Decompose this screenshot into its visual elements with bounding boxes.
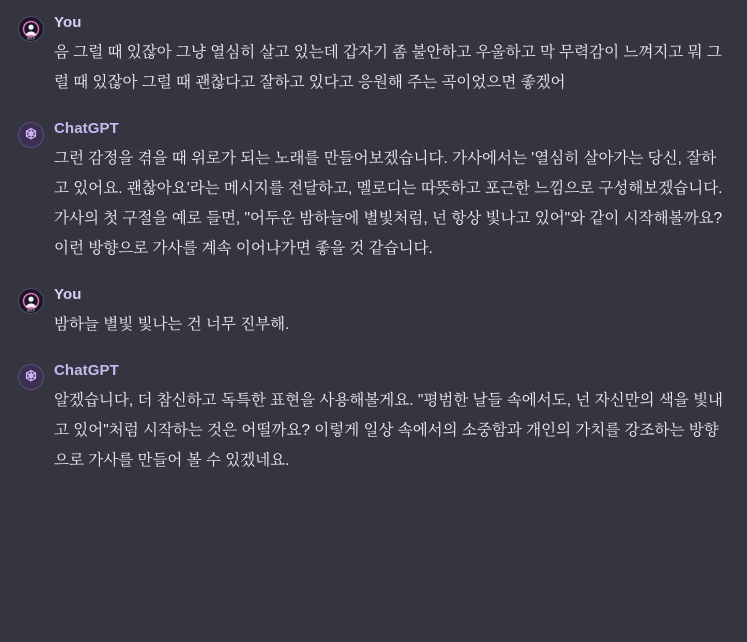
message-author: You	[54, 286, 82, 303]
message-body	[54, 362, 725, 476]
chatgpt-logo-icon	[18, 122, 44, 148]
message-text: 밤하늘 별빛 빛나는 건 너무 진부해.	[54, 316, 290, 333]
message-body	[54, 14, 725, 98]
message-text: 알겠습니다, 더 참신하고 독특한 표현을 사용해볼게요. "평범한 날들 속에서도, 넌 자신만의 색을 빛내고 있어"처럼 시작하는 것은 어떨까요? 이렇게 일상 속에서의 소중함과 개인의 가치를 강조하는 방향으로 가사를 만들어 볼 수 있겠네요.	[54, 392, 724, 469]
user-avatar-icon	[18, 16, 44, 42]
chat-message-user	[0, 14, 747, 98]
avatar-wrapper	[18, 120, 54, 148]
message-author: ChatGPT	[54, 120, 119, 137]
chat-message-assistant	[0, 362, 747, 476]
svg-text:HELP: HELP	[26, 308, 36, 313]
message-body	[54, 120, 725, 264]
message-author: ChatGPT	[54, 362, 119, 379]
message-text: 그런 감정을 겪을 때 위로가 되는 노래를 만들어보겠습니다. 가사에서는 '열심히 살아가는 당신, 잘하고 있어요. 괜찮아요'라는 메시지를 전달하고, 멜로디는 따뜻하고 포근한 느낌으로 구성해보겠습니다. 가사의 첫 구절을 예로 들면, "어두운 밤하늘에 별빛처럼, 넌 항상 빛나고 있어"와 같이 시작해볼까요? 이런 방향으로 가사를 계속 이어나가면 좋을 것 같습니다.	[54, 150, 727, 257]
svg-text:HELP: HELP	[26, 36, 36, 41]
chatgpt-logo-icon	[18, 364, 44, 390]
avatar-wrapper	[18, 14, 54, 42]
avatar-wrapper	[18, 362, 54, 390]
message-body	[54, 286, 725, 340]
user-avatar-icon	[18, 288, 44, 314]
chat-message-assistant	[0, 120, 747, 264]
avatar-wrapper	[18, 286, 54, 314]
message-author: You	[54, 14, 82, 31]
chat-message-user	[0, 286, 747, 340]
message-text: 음 그럴 때 있잖아 그냥 열심히 살고 있는데 갑자기 좀 불안하고 우울하고 막 무력감이 느껴지고 뭐 그럴 때 있잖아 그럴 때 괜찮다고 잘하고 있다고 응원해 주는 곡이었으면 좋겠어	[54, 44, 722, 91]
